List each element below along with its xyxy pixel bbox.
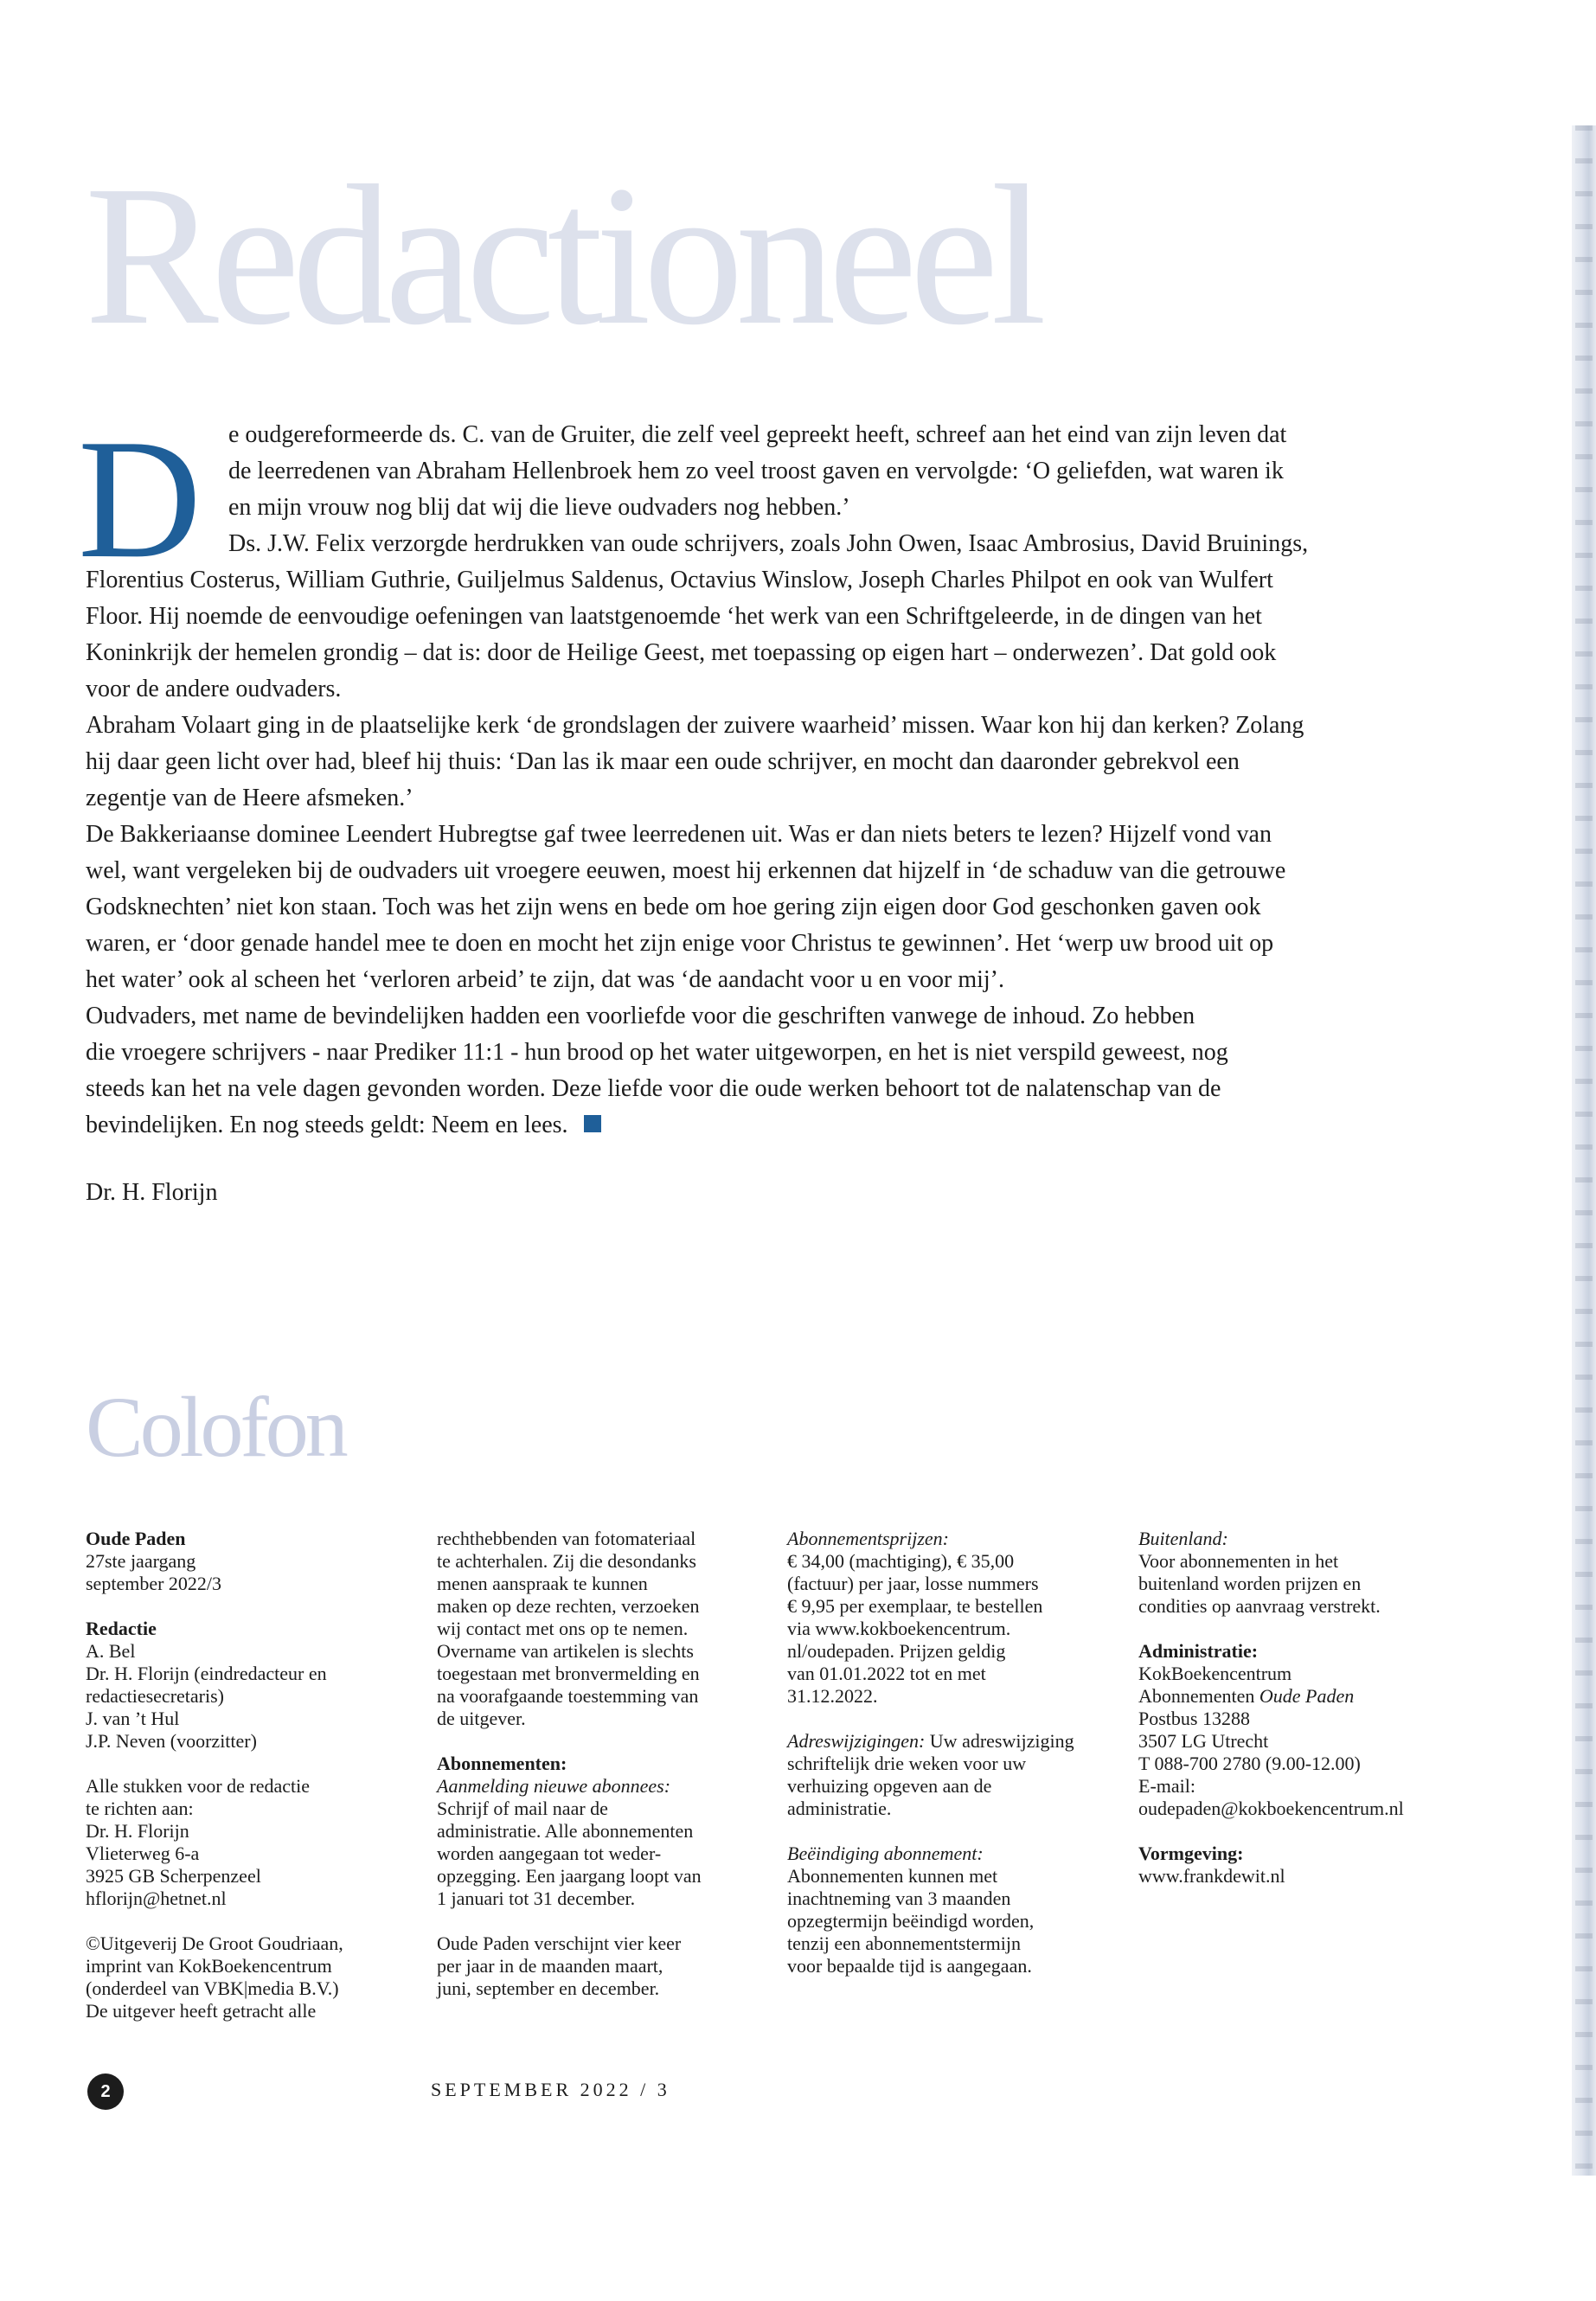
body-line: hij daar geen licht over had, bleef hij thuis: ‘Dan las ik maar een oude schrijver, en mocht dan daaronder gebrekvol een <box>86 748 1240 775</box>
colofon-subheading: Beëindiging abonnement: <box>787 1843 984 1864</box>
colofon-line: rechthebbenden van fotomateriaal <box>437 1528 696 1549</box>
end-mark-square-icon <box>584 1115 601 1132</box>
colofon-heading: Vormgeving: <box>1138 1843 1244 1864</box>
body-line: en mijn vrouw nog blij dat wij die lieve oudvaders nog hebben.’ <box>228 494 850 521</box>
body-line: Ds. J.W. Felix verzorgde herdrukken van oude schrijvers, zoals John Owen, Isaac Ambrosius, David Bruinings, <box>228 530 1309 557</box>
colofon-line: van 01.01.2022 tot en met <box>787 1663 986 1684</box>
colofon-line: Dr. H. Florijn (eindredacteur en <box>86 1663 327 1684</box>
colofon-line: nl/oudepaden. Prijzen geldig <box>787 1640 1006 1662</box>
colofon-column-1 <box>86 1528 414 2045</box>
email-link[interactable]: oudepaden@kokboekencentrum.nl <box>1138 1798 1404 1819</box>
colofon-line: juni, september en december. <box>437 1977 660 1999</box>
colofon-line: te achterhalen. Zij die desondanks <box>437 1550 696 1572</box>
colofon-line: te richten aan: <box>86 1798 194 1819</box>
colofon-line: Dr. H. Florijn <box>86 1820 189 1842</box>
colofon-line: worden aangegaan tot weder- <box>437 1843 662 1864</box>
phone-number: T 088-700 2780 (9.00-12.00) <box>1138 1753 1361 1774</box>
colofon-line: via www.kokboekencentrum. <box>787 1618 1011 1639</box>
colofon-line: ©Uitgeverij De Groot Goudriaan, <box>86 1932 343 1954</box>
colofon-line: J. van ’t Hul <box>86 1708 180 1729</box>
colofon-line: (factuur) per jaar, losse nummers <box>787 1573 1039 1594</box>
colofon-heading: Redactie <box>86 1618 157 1639</box>
colofon-line: De uitgever heeft getracht alle <box>86 2000 317 2022</box>
colofon-line: Abonnementen kunnen met <box>787 1865 998 1887</box>
colofon-line: condities op aanvraag verstrekt. <box>1138 1595 1381 1617</box>
website-link[interactable]: www.frankdewit.nl <box>1138 1865 1285 1887</box>
colofon-heading: Abonnementen: <box>437 1753 567 1774</box>
colofon-line: na voorafgaande toestemming van <box>437 1685 699 1707</box>
colofon-line: Uw adreswijziging <box>925 1730 1074 1752</box>
body-line-last <box>86 1107 601 1144</box>
colofon-line: Postbus 13288 <box>1138 1708 1250 1729</box>
page-title: Redactioneel <box>85 144 1039 367</box>
colofon-line: (onderdeel van VBK|media B.V.) <box>86 1977 339 1999</box>
signature: Dr. H. Florijn <box>86 1179 218 1206</box>
colofon-subheading: Aanmelding nieuwe abonnees: <box>437 1775 671 1797</box>
body-line: steeds kan het na vele dagen gevonden worden. Deze liefde voor die oude werken behoort tot de nalatenschap van de <box>86 1075 1221 1102</box>
colofon-line: inachtneming van 3 maanden <box>787 1888 1011 1909</box>
body-line: zegentje van de Heere afsmeken.’ <box>86 785 413 811</box>
colofon-title: Colofon <box>86 1379 345 1475</box>
body-line: Godsknechten’ niet kon staan. Toch was het zijn wens en bede om hoe gering zijn eigen door God geschonken gaven ook <box>86 894 1261 920</box>
body-line: Koninkrijk der hemelen grondig – dat is: door de Heilige Geest, met toepassing op eigen hart – onderwezen’. Dat gold ook <box>86 639 1277 666</box>
body-line: wel, want vergeleken bij de oudvaders uit vroegere eeuwen, moest hij erkennen dat hijzelf in ‘de schaduw van die getrouwe <box>86 857 1286 884</box>
colofon-line: Oude Paden verschijnt vier keer <box>437 1932 682 1954</box>
email-link[interactable]: hflorijn@hetnet.nl <box>86 1888 227 1909</box>
colofon-line: € 34,00 (machtiging), € 35,00 <box>787 1550 1015 1572</box>
colofon-line: KokBoekencentrum <box>1138 1663 1292 1684</box>
page-number-badge: 2 <box>87 2073 124 2110</box>
colofon-line: 3925 GB Scherpenzeel <box>86 1865 261 1887</box>
colofon-line: € 9,95 per exemplaar, te bestellen <box>787 1595 1043 1617</box>
colofon-line: 1 januari tot 31 december. <box>437 1888 636 1909</box>
colofon-line: toegestaan met bronvermelding en <box>437 1663 700 1684</box>
colofon-line: voor bepaalde tijd is aangegaan. <box>787 1955 1032 1977</box>
colofon-line: buitenland worden prijzen en <box>1138 1573 1362 1594</box>
colofon-line: Vlieterweg 6-a <box>86 1843 200 1864</box>
colofon-line: 31.12.2022. <box>787 1685 878 1707</box>
body-line: die vroegere schrijvers - naar Prediker 11:1 - hun brood op het water uitgeworpen, en het is niet verspild geweest, nog <box>86 1039 1228 1066</box>
body-line: Florentius Costerus, William Guthrie, Guiljelmus Saldenus, Octavius Winslow, Joseph Charles Philpot en ook van Wulfert <box>86 567 1273 593</box>
body-line: de leerredenen van Abraham Hellenbroek hem zo veel troost gaven en vervolgde: ‘O geliefden, wat waren ik <box>228 458 1284 484</box>
colofon-line: opzegtermijn beëindigd worden, <box>787 1910 1035 1932</box>
body-line-text: bevindelijken. En nog steeds geldt: Neem en lees. <box>86 1112 568 1138</box>
colofon-line: verhuizing opgeven aan de <box>787 1775 992 1797</box>
colofon-line: september 2022/3 <box>86 1573 222 1594</box>
colofon-line: redactiesecretaris) <box>86 1685 224 1707</box>
body-line: waren, er ‘door genade handel mee te doen en mocht het zijn enige voor Christus te gewinnen’. Het ‘werp uw brood uit op <box>86 930 1274 957</box>
colofon-line: per jaar in de maanden maart, <box>437 1955 663 1977</box>
colofon-line: 3507 LG Utrecht <box>1138 1730 1269 1752</box>
colofon-line: Abonnementen <box>1138 1685 1259 1707</box>
decorative-edge-strip <box>1572 125 1596 2176</box>
body-line: e oudgereformeerde ds. C. van de Gruiter, die zelf veel gepreekt heeft, schreef aan het eind van zijn leven dat <box>228 421 1287 448</box>
drop-cap: D <box>78 404 202 593</box>
colofon-line: opzegging. Een jaargang loopt van <box>437 1865 702 1887</box>
colofon-line: de uitgever. <box>437 1708 526 1729</box>
colofon-line: wij contact met ons op te nemen. <box>437 1618 689 1639</box>
colofon-line: 27ste jaargang <box>86 1550 196 1572</box>
colofon-line: J.P. Neven (voorzitter) <box>86 1730 257 1752</box>
colofon-line: Schrijf of mail naar de <box>437 1798 608 1819</box>
colofon-line: maken op deze rechten, verzoeken <box>437 1595 700 1617</box>
colofon-line: A. Bel <box>86 1640 136 1662</box>
colofon-column-2 <box>437 1528 766 2022</box>
colofon-line: Alle stukken voor de redactie <box>86 1775 311 1797</box>
colofon-line-italic: Oude Paden <box>1259 1685 1355 1707</box>
colofon-line: menen aanspraak te kunnen <box>437 1573 648 1594</box>
colofon-column-3 <box>787 1528 1116 2000</box>
colofon-line: schriftelijk drie weken voor uw <box>787 1753 1027 1774</box>
colofon-line: imprint van KokBoekencentrum <box>86 1955 332 1977</box>
colofon-line: administratie. <box>787 1798 892 1819</box>
body-line: voor de andere oudvaders. <box>86 676 342 702</box>
body-line: Oudvaders, met name de bevindelijken hadden een voorliefde voor die geschriften vanwege de inhoud. Zo hebben <box>86 1003 1195 1029</box>
colofon-line: Overname van artikelen is slechts <box>437 1640 694 1662</box>
body-line: het water’ ook al scheen het ‘verloren arbeid’ te zijn, dat was ‘de aandacht voor u en voor mij’. <box>86 966 1005 993</box>
colofon-column-4 <box>1138 1528 1467 1910</box>
colofon-subheading: Adreswijzigingen: <box>787 1730 926 1752</box>
colofon-line: tenzij een abonnementstermijn <box>787 1932 1022 1954</box>
colofon-line: administratie. Alle abonnementen <box>437 1820 694 1842</box>
body-line: Floor. Hij noemde de eenvoudige oefeningen van laatstgenoemde ‘het werk van een Schriftgeleerde, in de dingen van het <box>86 603 1262 630</box>
colofon-subheading: Abonnementsprijzen: <box>787 1528 949 1549</box>
body-line: Abraham Volaart ging in de plaatselijke kerk ‘de grondslagen der zuivere waarheid’ missen. Waar kon hij dan kerken? Zolang <box>86 712 1304 739</box>
colofon-subheading: Buitenland: <box>1138 1528 1228 1549</box>
running-footer: SEPTEMBER 2022 / 3 <box>431 2079 670 2100</box>
body-line: De Bakkeriaanse dominee Leendert Hubregtse gaf twee leerredenen uit. Was er dan niets beters te lezen? Hijzelf vond van <box>86 821 1272 848</box>
colofon-line: E-mail: <box>1138 1775 1195 1797</box>
colofon-heading: Administratie: <box>1138 1640 1259 1662</box>
colofon-heading: Oude Paden <box>86 1528 186 1549</box>
colofon-line: Voor abonnementen in het <box>1138 1550 1339 1572</box>
